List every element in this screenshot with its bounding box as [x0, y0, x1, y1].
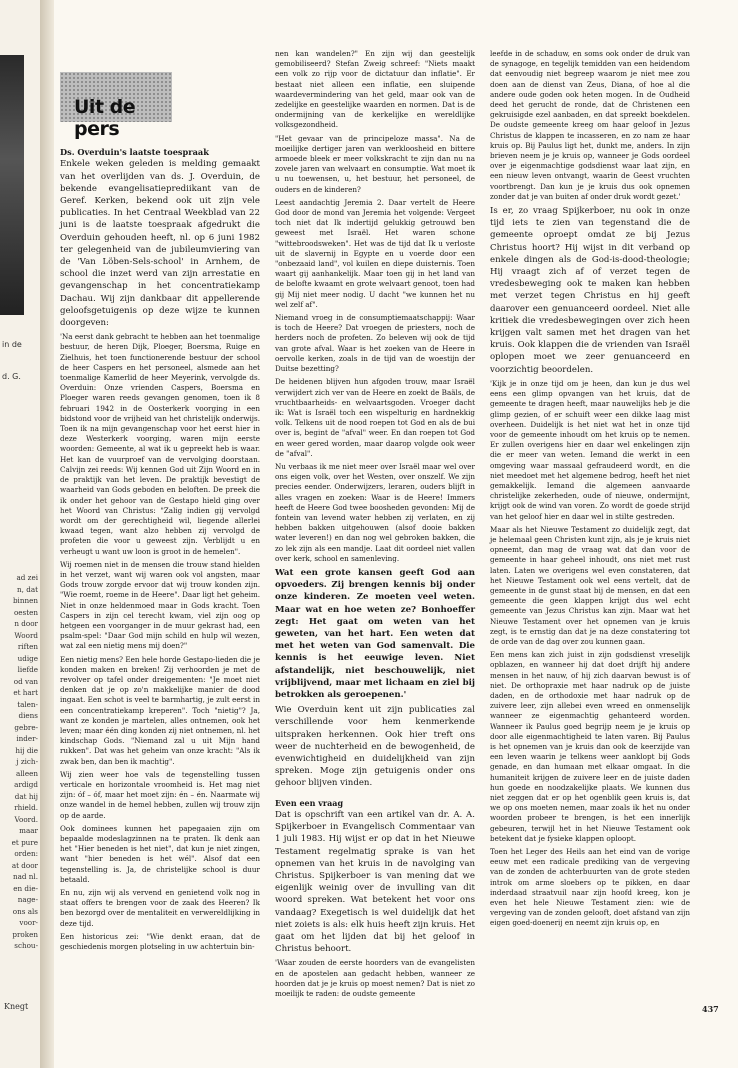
text-fragment-line: oesten: [13, 607, 38, 617]
text-fragment-line: ad zei: [16, 573, 38, 582]
text-fragment-line: gebre-: [14, 722, 38, 732]
column-3: [490, 49, 690, 932]
body-paragraph: Is er, zo vraag Spijkerboer, nu ook in onze tijd iets te zien van tegenstand die de gemeente oproept omdat ze bij Jezus Christus hoort? Hij wijst in dit verband op enkele dingen als de God-is-dood-theologie; Hij vraagt zich af of verzet tegen de vredesbeweging ook te maken kan hebben met verzet tegen Christus en hij geeft daarover een genuanceerd oordeel. Niet alle kritiek die vredesbewegingen over zich heen krijgen valt samen met het dragen van het kruis. Ook klappen die de vrienden van Israël oplopen moet we zeer genuanceerd en voorzichtig beoordelen.: [490, 206, 690, 375]
quote-paragraph: "Het gevaar van de principeloze massa". Na de moeilijke dertiger jaren van werkloosheid en bittere armoede bleek er meer volkskracht te zijn dan nu na zovele jaren van welvaart en consumptie. Wat moet ik u nu toewensen, u, het bestuur, het personeel, de ouders en de kinderen?: [275, 133, 475, 194]
text-fragment-line: j zich-: [16, 757, 38, 766]
page-number: 437: [702, 1004, 719, 1014]
quote-paragraph: Wij zien weer hoe vals de tegenstelling tussen verticale en horizontale vroomheid is. Het mag niet zijn: óf – óf, maar het moet zijn: én – én. Naarmate wij onze wandel in de hemel hebben, zullen wij trouw zijn op de aarde.: [60, 769, 260, 820]
text-fragment-line: nage-: [17, 895, 38, 904]
column-1: [60, 147, 260, 955]
text-fragment-line: schou-: [14, 941, 38, 950]
quote-paragraph: En nu, zijn wij als vervend en genietend volk nog in staat offers te brengen voor de zaak des Heeren? Ik ben bezorgd over de mentaliteit en verwereldlijking in deze tijd.: [60, 888, 260, 928]
section-title: Uit de pers: [74, 96, 136, 140]
text-fragment-line: riften: [17, 642, 38, 651]
quote-paragraph: Ook dominees kunnen het papegaaien zijn om bepaalde modeslagzinnen na te praten. Ik denk aan het "Hier beneden is het niet", dat kun je niet zingen, want "hier beneden is het wél". Alsof dat een tegenstelling is. Ja, de christelijke school is duur betaald.: [60, 823, 260, 884]
photo-fragment: [0, 55, 24, 315]
text-fragment-line: ardigd: [14, 780, 38, 789]
quote-paragraph: Een mens kan zich juist in zijn godsdienst vreselijk opblazen, en wanneer hij dat doet drijft hij andere mensen in het nauw, of hij zich daarvan bewust is of niet. De orthopraxie met haar nadruk op de juiste daden, en de orthodoxie met haar nadruk op de zuivere leer, zijn allebei even wreed en onmenselijk wanneer ze eigenmachtig gehanteerd worden. Wanneer ik Paulus goed begrijp neem je je kruis op door alle eigenmachtigheid te laten varen. Bij Paulus is het opnemen van je kruis dan ook de keerzijde van een leven waarin je telkens weer aanklopt bij Gods genade, en dan humaan met elkaar omgaat. In die humaniteit krijgen de zuivere leer en de juiste daden hun goede en noodzakelijke plaats. We kunnen dus niet zeggen dat er op het ogenblik geen kruis is, dat we op ons moeten nemen, maar zoals ik het nu onder woorden probeer te brengen, is het een innerlijk gebeuren, terwijl het in het Nieuwe Testament ook betekent dat je fysieke klappen oploopt.: [490, 650, 690, 843]
body-paragraph: Wie Overduin kent uit zijn publicaties zal verschillende voor hem kenmerkende uitspraken herkennen. Ook hier treft ons weer de nuchterheid en de bewogenheid, de evenwichtigheid en duidelijkheid van zijn spreken. Moge zijn getuigenis onder ons gehoor blijven vinden.: [275, 705, 475, 789]
bold-quote: Wat een grote kansen geeft God aan opvoeders. Zij brengen kennis bij onder onze kinderen. Ze moeten veel weten. Maar wat en hoe weten ze? Bonhoeffer zegt: Het gaat om weten van het geweten, van het hart. Een weten dat met het weten van God samenvalt. Die kennis is het eeuwige leven. Niet afstandelijk, niet beschouwelijk, niet vrijblijvend, maar met lichaam en ziel bij betrokken als geroepenen.': [275, 567, 475, 700]
section-header: [60, 72, 172, 140]
text-fragment-line: liefde: [17, 665, 38, 674]
text-fragment-line: alleen: [15, 768, 38, 778]
text-fragment-line: Voord.: [14, 814, 38, 824]
text-fragment-line: n door: [14, 619, 38, 628]
adjacent-page-edge: [0, 0, 40, 1068]
text-fragment-line: udige: [17, 653, 38, 663]
quote-paragraph: Een nietig mens? Een hele horde Gestapo-lieden die je konden maken en breken! Zij verhoorden je met de revolver op tafel onder dreigementen: "Je moet niet denken dat je op zo'n makkelijke manier de dood ingaat. Een schot is veel te barmhartig, je zult eerst in een concentratiekamp kreperen". Toch "nietig"? Ja, want ze konden je martelen, alles ontnemen, ook het leven; maar één ding konden zij niet ontnemen, nl. het kindschap Gods. "Niemand zal u uit Mijn hand rukken". Dat was het geheim van onze kracht: "Als ik zwak ben, dan ben ik machtig".: [60, 654, 260, 766]
text-fragment-line: hij die: [15, 745, 38, 755]
text-fragment-line: et pure: [11, 837, 38, 847]
quote-paragraph: Nu verbaas ik me niet meer over Israël maar wel over ons eigen volk, over het Westen, over onszelf. We zijn precies eender. Onderwijzers, leraren, ouders blijft in alles vragen en zoeken: Waar is de Heere! Immers heeft de Heere God twee boosheden gevonden: Mij de fontein van levend water hebben zij verlaten, en zij hebben bakken uitgehouwen (alsof dooie bakken water leveren!) en dan nog wel gebroken bakken, die zo lek zijn als een mandje. Laat dit oordeel niet vallen over kerk, school en samenleving.: [275, 461, 475, 563]
page-gutter: [40, 0, 54, 1068]
column-2: [275, 49, 475, 1002]
quote-paragraph: Een historicus zei: "Wie denkt eraan, dat de geschiedenis morgen plotseling in uw achtertuin bin-: [60, 931, 260, 952]
body-paragraph: Dat is opschrift van een artikel van dr. A. A. Spijkerboer in Evangelisch Commentaar van 1 juli 1983. Hij wijst er op dat in het Nieuwe Testament regelmatig sprake is van het opnemen van het kruis in de navolging van Christus. Spijkerboer is van mening dat we eigenlijk weinig over de invulling van dit woord spreken. Wat betekent het voor ons vandaag? Exegetisch is wel duidelijk dat het niet zoiets is als: elk huis heeft zijn kruis. Het gaat om het lijden dat bij het geloof in Christus behoort.: [275, 810, 475, 955]
text-fragment-line: maar: [19, 826, 38, 835]
text-fragment-line: rhield.: [14, 803, 38, 812]
text-fragment-line: orden:: [14, 849, 38, 858]
text-fragment-line: diens: [18, 711, 38, 720]
quote-paragraph: De heidenen blijven hun afgoden trouw, maar Israël verwijdert zich ver van de Heere en zoekt de Baäls, de vruchtbaarheids- en welvaartsgoden. Vroeger dacht ik: Wat is Israël toch een wispelturig en hardnekkig volk. Telkens uit de nood roepen tot God en als de bui over is, begint de "afval" weer. En dan roepen tot God en weer gered worden, maar daarop volgde ook weer de "afval".: [275, 377, 475, 458]
photo-caption-fragment: in de: [2, 340, 22, 349]
text-fragment-line: at door: [11, 860, 38, 870]
article-heading: Even een vraag: [275, 797, 344, 808]
article-intro: Enkele weken geleden is melding gemaakt van het overlijden van ds. J. Overduin, de bekende evangelisatieprediikant van de Geref. Kerken, bekend ook uit zijn vele publicaties. In het Centraal Weekblad van 22 juni is de laatste toespraak afgedrukt die Overduin gehouden heeft, nl. op 6 juni 1982 ter gelegenheid van de jubileumviering van de 'Van Löben-Sels-school' in Arnhem, de school die inzet werd van zijn arrestatie en gevangenschap in het concentratiekamp Dachau. Wij zijn dankbaar dit appellerende geloofsgetuigenis op deze wijze te kunnen doorgeven:: [60, 159, 260, 329]
quote-paragraph: leefde in de schaduw, en soms ook onder de druk van de synagoge, en tegelijk temidden van een heidendom dat eenvoudig niet begreep waarom je niet mee zou doen aan de dienst van Zeus, Diana, of hoe al die andere oude goden ook heten mogen. In de Oudheid deed het gerucht de ronde, dat de Christenen een gekruisigde ezel aanbaden, en dat spreekt boekdelen. De oudste gemeente kreeg om haar geloof in Jezus Christus de klappen te incasseren, en zo nam ze haar kruis op. Bij Paulus ligt het, dunkt me, anders. In zijn brieven neem je je kruis op, wanneer je Gods oordeel over je eigenmachtige godsdienst waar laat zijn, en een nieuw leven ontvangt, waarin de Geest vruchten voortbrengt. Dan kun je je kruis dus ook opnemen zonder dat je van buiten af onder druk wordt gezet.': [490, 49, 690, 201]
quote-paragraph: 'Kijk je in onze tijd om je heen, dan kun je dus wel eens een glimp opvangen van het kruis, dat de gemeente te dragen heeft, maar nauwelijks heb je die glimp gezien, of er schuift weer een dikke laag mist overheen. Duidelijk is het niet wat het in onze tijd voor de gemeente inhoudt om het kruis op te nemen. Er zullen overigens hier en daar wel enkelingen zijn die er meer van weten. Iemand die werkt in een omgeving waar massaal gefraudeerd wordt, en die niet meedoet met het algemene bedrog, heeft het niet gemakkelijk. Iemand die algemeen aanvaarde christelijke zekerheden, oude of nieuwe, ondermijnt, krijgt ook de wind van voren. Zo wordt de goede strijd van het geloof hier en daar wel in stilte gestreden.: [490, 378, 690, 521]
quote-paragraph: Wij roemen niet in de mensen die trouw stand hielden in het verzet, want wij waren ook vol angsten, maar Gods trouw zorgde ervoor dat wij trouw konden zijn. "Wie roemt, roeme in de Heere". Daar ligt het geheim. Niet in onze heldenmoed maar in Gods kracht. Toen Caspers in zijn cel terecht kwam, viel zijn oog op hetgeen een voorganger in de muur gekrast had, een psalm-spel: "Daar God mijn schild en hulp wil wezen, wat zal een nietig mens mij doen?": [60, 559, 260, 651]
quote-paragraph: Niemand vroeg in de consumptiemaatschappij: Waar is toch de Heere? Dat vroegen de priesters, noch de herders noch de profeten. Zo beleven wij ook de tijd van grote afval. Waar is het zoeken van de Heere in oervolle kerken, zoals in de tijd van de woestijn der Duitse bezetting?: [275, 313, 475, 374]
text-fragment-line: nad nl.: [12, 872, 38, 881]
text-fragments: [0, 572, 38, 952]
quote-paragraph: Toen het Leger des Heils aan het eind van de vorige eeuw met een radicale prediking van de vergeving van de zonden de achterbuurten van de grote steden introk om arme sloebers op te pikken, en daar inderdaad straatvuil naar zijn hoofd kreeg, kon je even het hele Nieuwe Testament zien: wie de vergeving van de zonden gelooft, doet afstand van zijn eigen goed-doenerij en neemt zijn kruis op, en: [490, 847, 690, 928]
quote-paragraph: 'Waar zouden de eerste hoorders van de evangelisten en de apostelen aan gedacht hebben, wanneer ze hoorden dat je je kruis op moest nemen? Dat is niet zo moeilijk te raden: de oudste gemeente: [275, 958, 475, 999]
text-fragment-line: inder-: [16, 734, 38, 743]
quote-paragraph: Maar als het Nieuwe Testament zo duidelijk zegt, dat je helemaal geen Christen kunt zijn, als je je kruis niet opneemt, dan mag de vraag wat dat dan voor de gemeente in haar geheel inhoudt, ons niet met rust laten. Laten we overigens wel even constateren, dat het Nieuwe Testament ook wel eens vertelt, dat de gemeente in de gunst staat bij de mensen, en dat een gemeente die geen klappen krijgt dus wel echt gemeente van Jezus Christus kan zijn. Maar wat het Nieuwe Testament over het opnemen van je kruis zegt, is te ernstig dan dat je na deze constatering tot de orde van de dag over zou kunnen gaan.: [490, 524, 690, 646]
quote-paragraph: Leest aandachtig Jeremia 2. Daar vertelt de Heere God door de mond van Jeremia het volgende: Vergeet toch niet dat Ik indertijd gelukkig getrouwd ben geweest met Israël. Het waren schone "wittebroodsweken". Het was de tijd dat Ik u verloste uit de slavernij in Egypte en u voerde door een "onbezaaid land", vol kuilen en diepe duisternis. Toen waart gij aanhankelijk. Maar toen gij in het land van de belofte kwaamt en grote welvaart genoot, toen had gij Mij niet meer nodig. U dacht "we kunnen het nu wel zelf af".: [275, 197, 475, 309]
text-fragment-line: Woord: [14, 630, 38, 640]
footer-fragment: Knegt: [4, 1002, 29, 1011]
text-fragment-line: voor-: [19, 918, 38, 927]
text-fragment-line: dat hij: [14, 791, 38, 801]
text-fragment-line: ons als: [12, 906, 38, 916]
article-heading: Ds. Overduin's laatste toespraak: [60, 147, 209, 157]
quote-paragraph: nen kan wandelen?" En zijn wij dan geestelijk gemobiliseerd? Stefan Zweig schreef: "Niets maakt een volk zo rijp voor de dictatuur dan inflatie". Er bestaat niet alleen een inflatie, een sluipende waardevermindering van het geld, maar ook van de zedelijke en geestelijke waarden en normen. Dat is de ondermijning van de kerkelijke en wereldlijke volksgezondheid.: [275, 49, 475, 130]
text-fragment-line: proken: [12, 929, 38, 939]
text-fragment-line: od van: [13, 676, 38, 686]
text-fragment-line: talen-: [17, 699, 38, 709]
text-fragment-line: binnen: [12, 596, 38, 605]
text-fragment-line: en die-: [13, 883, 38, 893]
text-fragment-line: et hart: [13, 688, 38, 697]
text-fragment-line: n, dat: [17, 584, 38, 594]
photo-caption-fragment: d. G.: [2, 372, 21, 381]
quote-paragraph: 'Na eerst dank gebracht te hebben aan het toenmalige bestuur, de heren Dijk, Ploeger, Boersma, Ruige en Zielhuis, het toen functionerende bestuur der school de heer Caspers en het personeel, alsmede aan het toenmalige Kamerlid de heer Meyerink, vervolgde ds. Overduin: Onze vrienden Caspers, Boersma en Ploeger waren reeds gevangen genomen, toen ik 8 februari 1942 in de Oosterkerk voorging in een bidstond voor de vrijheid van het christelijk onderwijs. Toen ik na mijn gevangenschap voor het eerst hier in deze Westerkerk voorging, waren mijn eerste woorden: Gemeente, al wat ik u gepreekt heb is waar. Het kan de vuurproef van de vervolging doorstaan. Calvijn zei reeds: Wij kennen God uit Zijn Woord en in de praktijk van het leven. De praktijk bevestigt de waarheid van Gods geboden en beloften. De preek die ik onder het gehoor van de Gestapo hield ging over het Woord van Christus: "Zalig indien gij vervolgd wordt om der gerechtigheid wil, liegende allerlei kwaad tegen, want alzo hebben zij vervolgd de profeten die voor u geweest zijn. Verblijdt u en verheugt u want uw loon is groot in de hemelen".: [60, 332, 260, 556]
